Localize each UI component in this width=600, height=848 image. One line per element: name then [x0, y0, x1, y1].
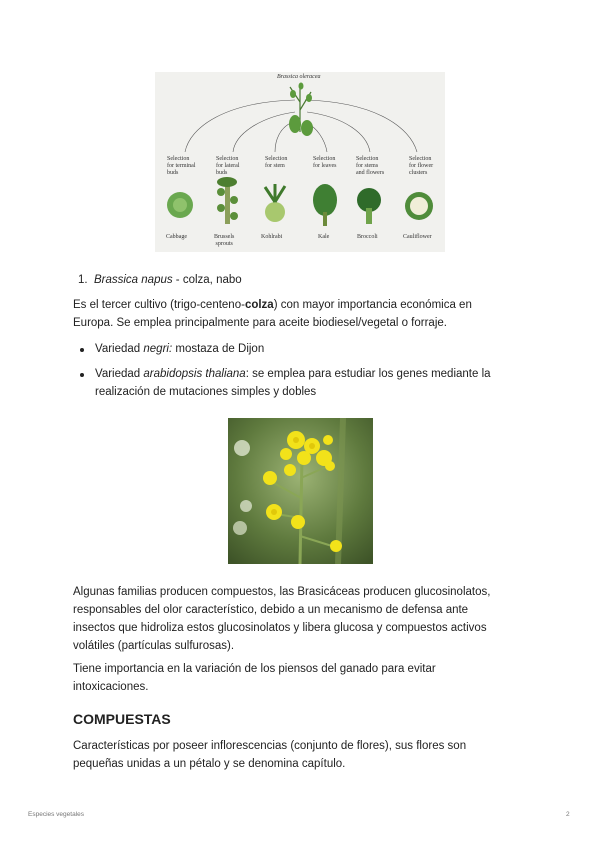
rapeseed-flower-photo — [228, 418, 373, 564]
footer-title: Especies vegetales — [28, 811, 85, 818]
crop-label-cabbage: Cabbage — [166, 234, 187, 240]
selection-label-2: Selection for lateral buds — [216, 156, 240, 176]
brussels-sprouts-icon — [217, 177, 238, 224]
bullet-dot — [80, 348, 84, 352]
list-item-brassica-napus — [78, 271, 242, 289]
crop-label-kohlrabi: Kohlrabi — [261, 234, 283, 240]
selection-arcs — [155, 72, 445, 252]
paragraph-piensos: Tiene importancia en la variación de los piensos del ganado para evitar intoxicaciones. — [73, 663, 436, 693]
kale-icon — [313, 184, 337, 226]
selection-label-6: Selection for flower clusters — [409, 156, 434, 176]
brassica-oleracea-figure — [155, 72, 445, 252]
paragraph-glucosinolatos: Algunas familias producen compuestos, las Brasicáceas producen glucosinolatos, responsables del olor característico, debido a un mecanismo de defensa ante insectos que hidroliza estos glucosinolatos y libera glucosa y compuestos activos volátiles (partículas sulfurosas). — [73, 586, 491, 652]
selection-label-1: Selection for terminal buds — [167, 156, 196, 176]
paragraph-compuestas: Características por poseer inflorescencias (conjunto de flores), sus flores son pequeñas unidas a un pétalo y se denomina capítulo. — [73, 740, 467, 770]
cauliflower-icon — [405, 192, 433, 220]
crop-label-brussels: Brussels sprouts — [214, 234, 235, 247]
species-name: Brassica napus — [93, 274, 173, 286]
paragraph-colza: Es el tercer cultivo (trigo-centeno-colza) con mayor importancia económica en Europa. Se emplea principalmente para aceite biodiesel/vegetal o forraje. — [73, 299, 472, 329]
selection-label-4: Selection for leaves — [313, 156, 337, 169]
section-heading-compuestas: COMPUESTAS — [73, 711, 171, 727]
kohlrabi-icon — [265, 184, 285, 222]
crop-label-broccoli: Broccoli — [357, 234, 378, 240]
broccoli-icon — [357, 188, 381, 224]
crop-label-kale: Kale — [318, 234, 330, 240]
bullet-item-arabidopsis: Variedad arabidopsis thaliana: se emplea para estudiar los genes mediante la realización de mutaciones simples y dobles — [95, 368, 491, 398]
cabbage-icon — [167, 192, 193, 218]
selection-label-3: Selection for stem — [265, 156, 288, 169]
crop-label-cauliflower: Cauliflower — [403, 234, 432, 240]
selection-label-5: Selection for stems and flowers — [356, 156, 385, 176]
bullet-item-negri: Variedad negri: mostaza de Dijon — [95, 343, 265, 355]
bullet-dot — [80, 373, 84, 377]
common-names: - colza, nabo — [172, 274, 242, 286]
page-number: 2 — [566, 811, 570, 818]
list-number: 1. — [78, 274, 88, 286]
flower-illustration — [228, 418, 373, 564]
figure-title: Brassica oleracea — [277, 74, 321, 80]
